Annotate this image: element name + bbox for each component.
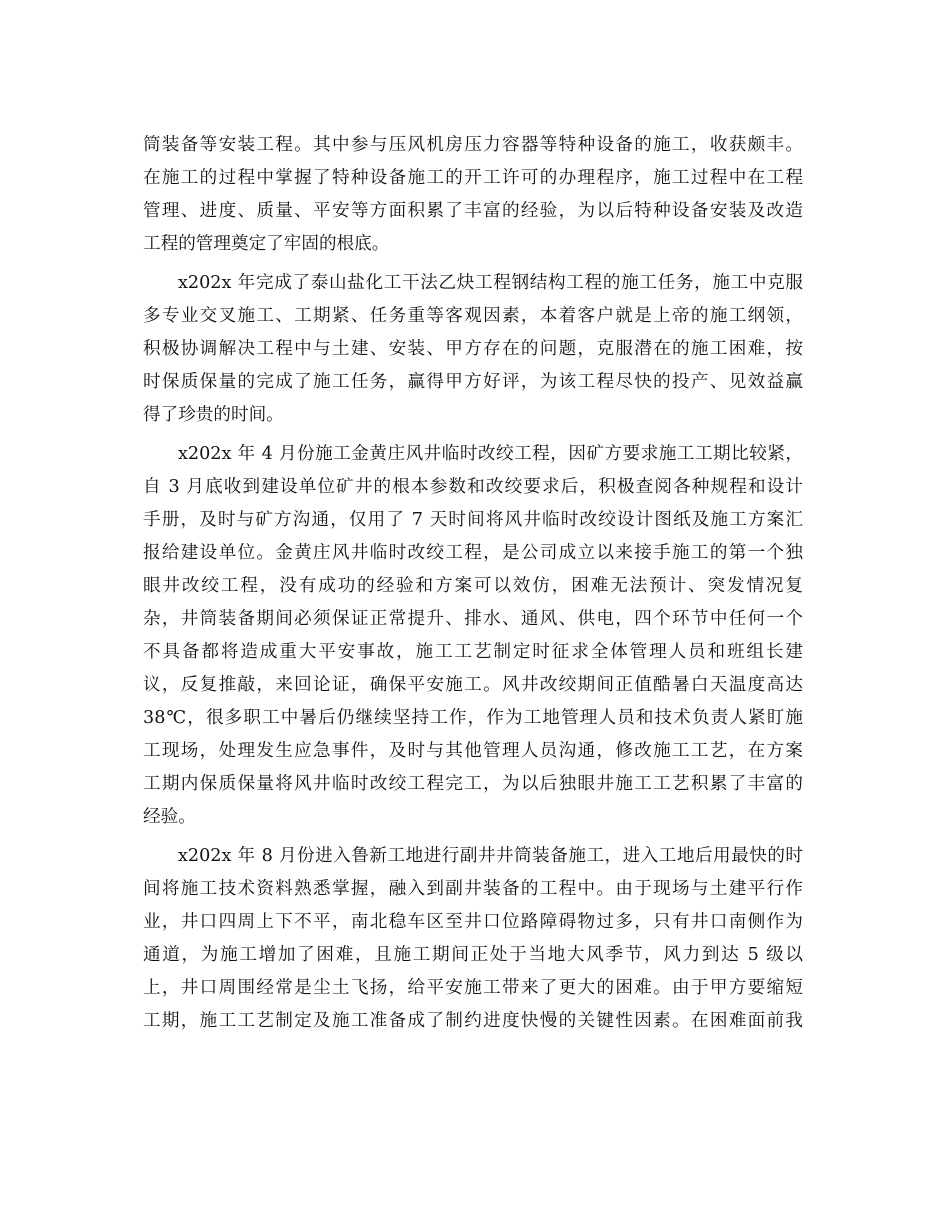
text-line: x202x 年完成了泰山盐化工干法乙炔工程钢结构工程的施工任务，施工中克服 [178, 273, 803, 293]
text-line: 自 3 月底收到建设单位矿井的根本参数和改绞要求后，积极查阅各种规程和设计 [143, 477, 803, 497]
text-line: 通道，为施工增加了困难，且施工期间正处于当地大风季节，风力到达 5 级以 [143, 945, 803, 965]
text-line: 38℃，很多职工中暑后仍继续坚持工作，作为工地管理人员和技术负责人紧盯施 [143, 708, 803, 728]
text-line: 杂，井筒装备期间必须保证正常提升、排水、通风、供电，四个环节中任何一个 [143, 609, 803, 629]
text-line: 上，井口周围经常是尘土飞扬，给平安施工带来了更大的困难。由于甲方要缩短 [143, 978, 803, 998]
text-line: 工现场，处理发生应急事件，及时与其他管理人员沟通，修改施工工艺，在方案 [143, 741, 803, 761]
paragraph-2 [143, 267, 803, 432]
paragraph-4 [143, 840, 803, 1038]
paragraph-1 [143, 129, 803, 261]
text-line: 工程的管理奠定了牢固的根底。 [143, 234, 390, 254]
text-line: 积极协调解决工程中与土建、安装、甲方存在的问题，克服潜在的施工困难，按 [143, 339, 803, 359]
text-line: 工期内保质保量将风井临时改绞工程完工，为以后独眼井施工工艺积累了丰富的 [143, 774, 803, 794]
text-line: x202x 年 8 月份进入鲁新工地进行副井井筒装备施工，进入工地后用最快的时 [178, 846, 803, 866]
text-line: 筒装备等安装工程。其中参与压风机房压力容器等特种设备的施工，收获颇丰。 [143, 135, 803, 155]
text-line: 得了珍贵的时间。 [143, 405, 284, 425]
text-line: 报给建设单位。金黄庄风井临时改绞工程，是公司成立以来接手施工的第一个独 [143, 543, 803, 563]
text-line: 眼井改绞工程，没有成功的经验和方案可以效仿，困难无法预计、突发情况复 [143, 576, 803, 596]
paragraph-3 [143, 438, 803, 834]
text-line: 经验。 [143, 807, 196, 827]
text-line: 多专业交叉施工、工期紧、任务重等客观因素，本着客户就是上帝的施工纲领， [143, 306, 803, 326]
document-page [143, 129, 803, 1038]
text-line: 管理、进度、质量、平安等方面积累了丰富的经验，为以后特种设备安装及改造 [143, 201, 803, 221]
text-line: 不具备都将造成重大平安事故，施工工艺制定时征求全体管理人员和班组长建 [143, 642, 803, 662]
text-line: x202x 年 4 月份施工金黄庄风井临时改绞工程，因矿方要求施工工期比较紧， [178, 444, 803, 464]
text-line: 间将施工技术资料熟悉掌握，融入到副井装备的工程中。由于现场与土建平行作 [143, 879, 803, 899]
text-line: 手册，及时与矿方沟通，仅用了 7 天时间将风井临时改绞设计图纸及施工方案汇 [143, 510, 803, 530]
text-line: 工期，施工工艺制定及施工准备成了制约进度快慢的关键性因素。在困难面前我 [143, 1011, 803, 1031]
text-line: 议，反复推敲，来回论证，确保平安施工。风井改绞期间正值酷暑白天温度高达 [143, 675, 803, 695]
text-line: 在施工的过程中掌握了特种设备施工的开工许可的办理程序，施工过程中在工程 [143, 168, 803, 188]
text-line: 时保质保量的完成了施工任务，赢得甲方好评，为该工程尽快的投产、见效益赢 [143, 372, 803, 392]
text-line: 业，井口四周上下不平，南北稳车区至井口位路障碍物过多，只有井口南侧作为 [143, 912, 803, 932]
